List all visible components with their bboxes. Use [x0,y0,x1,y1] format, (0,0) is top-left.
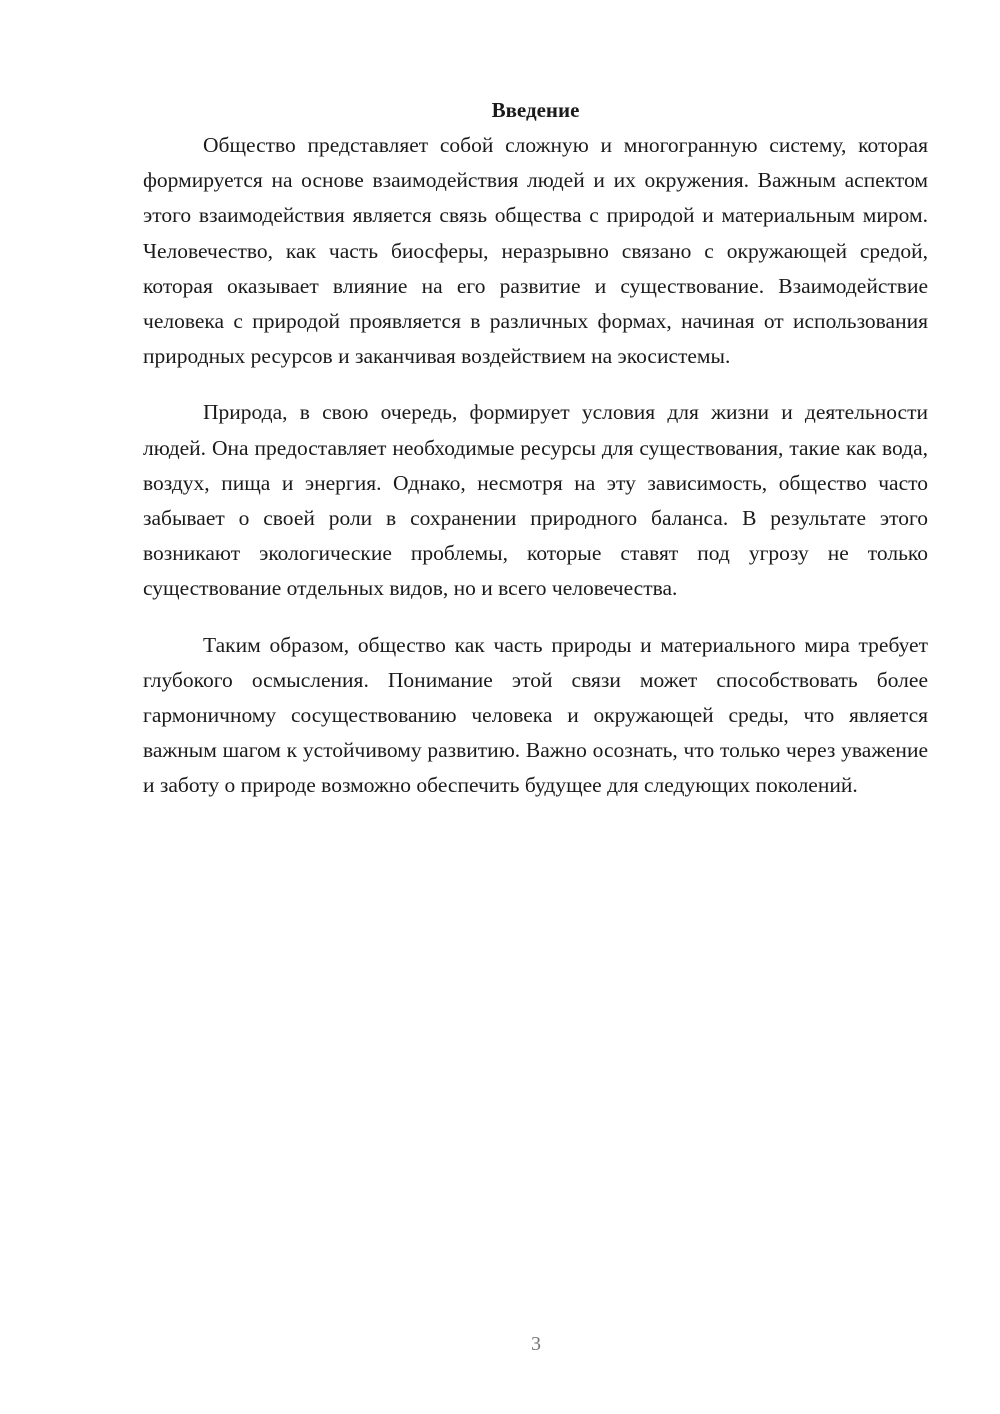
paragraph-3: Таким образом, общество как часть природы и материального мира требует глубокого осмысления. Понимание этой связи может способствовать более гармоничному сосуществованию человека и окружающей среды, что является важным шагом к устойчивому развитию. Важно осознать, что только через уважение и заботу о природе возможно обеспечить будущее для следующих поколений. [143,632,928,798]
page-number: 3 [531,1333,541,1355]
section-title: Введение [491,98,580,122]
paragraph-1: Общество представляет собой сложную и многогранную систему, которая формируется на основе взаимодействия людей и их окружения. Важным аспектом этого взаимодействия является связь общества с природой и материальным миром. Человечество, как часть биосферы, неразрывно связано с окружающей средой, которая оказывает влияние на его развитие и существование. Взаимодействие человека с природой проявляется в различных формах, начиная от использования природных ресурсов и заканчивая воздействием на экосистемы. [143,133,928,369]
page-content [143,92,928,804]
paragraph-2: Природа, в свою очередь, формирует условия для жизни и деятельности людей. Она предоставляет необходимые ресурсы для существования, такие как вода, воздух, пища и энергия. Однако, несмотря на эту зависимость, общество часто забывает о своей роли в сохранении природного баланса. В результате этого возникают экологические проблемы, которые ставят под угрозу не только существование отдельных видов, но и всего человечества. [143,400,928,601]
